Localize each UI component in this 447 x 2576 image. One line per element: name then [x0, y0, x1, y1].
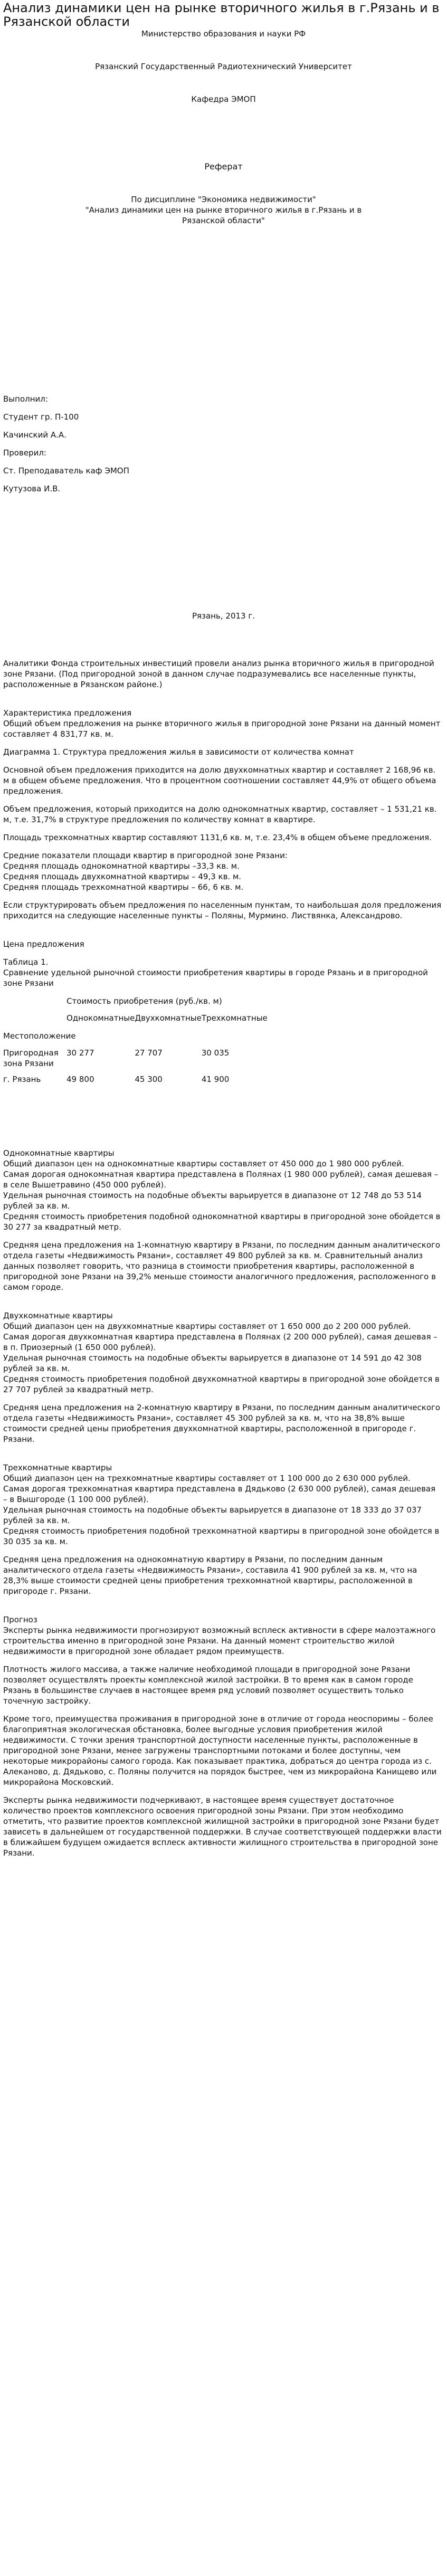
table-row-header [3, 1031, 268, 1041]
two-room-line: Самая дорогая двухкомнатная квартира представлена в Полянах (2 200 000 рублей), самая дешевая – в п. Приозерный (1 650 000 рублей). [3, 1332, 438, 1352]
department-line: Кафедра ЭМОП [191, 94, 256, 104]
three-room-line: Удельная рыночная стоимость на подобные объекты варьируется в диапазоне от 18 333 до 37 037 рублей за кв. м. [3, 1505, 422, 1525]
forecast-paragraph: Кроме того, преимущества проживания в пригородной зоне в отличие от города неоспоримы – более благоприятная экологическая обстановка, более выгодные условия приобретения жилой недвижимости. С точки зрения транспортной доступности населенные пункты, расположенные в пригородной зоне Рязани, менее загружены транспортными потоками и более доступны, чем некоторые микрорайоны самого города. Как показывает практика, добраться до центра города из с. Алеканово, д. Дядьково, с. Поляны получится на порядок быстрее, чем из микрорайона Канищево или микрорайона Московский. [3, 1714, 437, 1787]
diagram-caption: Диаграмма 1. Структура предложения жилья в зависимости от количества комнат [3, 747, 354, 757]
column-header: Двухкомнатные [135, 1013, 202, 1023]
value-cell: 27 707 [135, 1048, 163, 1058]
value-cell: 49 800 [66, 1075, 94, 1084]
table-caption: Сравнение удельной рыночной стоимости приобретения квартиры в городе Рязань и в пригородной зоне Рязани [3, 968, 428, 988]
three-room-line: Средняя стоимость приобретения подобной трехкомнатной квартиры в пригородной зоне обойдется в 30 035 за кв. м. [3, 1526, 440, 1546]
table-label: Таблица 1. [3, 957, 49, 967]
signer-line: Качинский А.А. [3, 430, 66, 440]
title-page [0, 28, 447, 621]
city-year: Рязань, 2013 г. [192, 611, 255, 621]
supply-section [0, 708, 447, 921]
price-table [3, 996, 268, 1085]
one-room-line: Общий диапазон цен на однокомнатные квартиры составляет от 450 000 до 1 980 000 рублей. [3, 1159, 404, 1168]
university-line: Рязанский Государственный Радиотехнический Университет [95, 62, 352, 71]
signer-line: Ст. Преподаватель каф ЭМОП [3, 466, 129, 476]
signer-line: Проверил: [3, 448, 46, 458]
value-cell: 30 035 [201, 1048, 230, 1058]
table-group-header-row [3, 996, 268, 1006]
three-room-heading: Трехкомнатные квартиры [3, 1463, 112, 1472]
average-areas [3, 850, 442, 892]
forecast-section [0, 1614, 447, 1858]
forecast-paragraph: Плотность жилого массива, а также наличие необходимой площади в пригородной зоне Рязани позволяет осуществлять проекты комплексной жилой застройки. В то время как в самом городе Рязань в большинстве случаев в настоящее время ряд условий позволяет осуществить только точечную застройку. [3, 1665, 413, 1706]
ministry-line: Министерство образования и науки РФ [141, 29, 306, 39]
signer-line: Выполнил: [3, 394, 48, 404]
supply-heading: Характеристика предложения [3, 708, 132, 718]
average-line: Средние показатели площади квартир в пригородной зоне Рязани: [3, 851, 288, 860]
one-room-share: Объем предложения, который приходится на долю однокомнатных квартир, составляет – 1 531,21 кв. м, т.е. 31,7% в структуре предложения по количеству комнат в квартире. [3, 804, 437, 824]
one-room-summary: Средняя цена предложения на 1-комнатную квартиру в Рязани, по последним данным аналитического отдела газеты «Недвижимость Рязани», составляет 49 800 рублей за кв. м. Сравнительный анализ данных позволяет говорить, что разница в стоимости приобретения квартиры, расположенной в пригородной зоне Рязани на 39,2% меньше стоимости аналогичного предложения, расположенного в самом городе. [3, 1240, 441, 1292]
two-room-line: Средняя стоимость приобретения подобной двухкомнатной квартиры в пригородной зоне обойдется в 27 707 рублей за квадратный метр. [3, 1374, 440, 1394]
prices-section [0, 939, 447, 988]
two-room-summary: Средняя цена предложения на 2-комнатную квартиру в Рязани, по последним данным аналитического отдела газеты «Недвижимость Рязани», составляет 45 300 рублей за кв. м, что на 38,8% выше стоимости средней цены приобретения двухкомнатной квартиры, расположенной в пригороде г. Рязани. [3, 1403, 441, 1444]
average-line: Средняя площадь трехкомнатной квартиры – 66, 6 кв. м. [3, 882, 244, 892]
two-room-line: Удельная рыночная стоимость на подобные объекты варьируется в диапазоне от 14 591 до 42 308 рублей за кв. м. [3, 1353, 422, 1373]
three-room-section [0, 1462, 447, 1596]
one-room-line: Удельная рыночная стоимость на подобные объекты варьируется в диапазоне от 12 748 до 53 514 рублей за кв. м. [3, 1191, 422, 1211]
table-row [3, 1048, 268, 1069]
three-room-line: Самая дорогая трехкомнатная квартира представлена в Дядьково (2 630 000 рублей), самая дешевая – в Вышгороде (1 100 000 рублей). [3, 1484, 436, 1504]
column-header: Однокомнатные [66, 1013, 135, 1023]
group-header: Стоимость приобретения (руб./кв. м) [66, 996, 222, 1006]
three-room-line: Общий диапазон цен на трехкомнатные квартиры составляет от 1 100 000 до 2 630 000 рублей. [3, 1474, 411, 1483]
two-room-heading: Двухкомнатные квартиры [3, 1311, 113, 1320]
intro-section [0, 658, 447, 690]
place-cell: Пригородная зона Рязани [3, 1048, 59, 1068]
forecast-heading: Прогноз [3, 1615, 37, 1624]
one-room-heading: Однокомнатные квартиры [3, 1148, 115, 1158]
settlements-paragraph: Если структурировать объем предложения по населенным пунктам, то наибольшая доля предложения приходится на следующие населенные пункты – Поляны, Мурмино. Листвянка, Александрово. [3, 900, 442, 920]
signers-block [0, 394, 447, 494]
two-room-section [0, 1310, 447, 1444]
forecast-paragraph: Эксперты рынка недвижимости подчеркивают, в настоящее время существует достаточное количество проектов комплексного освоения пригородной зоны Рязани. При этом необходимо отметить, что развитие проектов комплексной жилищной застройки в пригородной зоне Рязани будет зависеть в дальнейшем от государственной поддержки. В случае соответствующей поддержки власти в ближайшем будущем ожидается всплеск активности жилищного строительства в пригородной зоне Рязани. [3, 1795, 442, 1858]
signer-line: Кутузова И.В. [3, 484, 61, 493]
one-room-line: Самая дорогая однокомнатная квартира представлена в Полянах (1 980 000 рублей), самая дешевая – в селе Вышетравино (450 000 рублей). [3, 1170, 439, 1190]
average-line: Средняя площадь двухкомнатной квартиры – 49,3 кв. м. [3, 872, 242, 881]
intro-paragraph: Аналитики Фонда строительных инвестиций провели анализ рынка вторичного жилья в пригородной зоне Рязани. (Под пригородной зоной в данном случае подразумевались все населенные пункты, расположенные в Рязанском районе.) [3, 659, 434, 689]
supply-total: Общий объем предложения на рынке вторичного жилья в пригородной зоне Рязани на данный момент составляет 4 831,77 кв. м. [3, 719, 441, 739]
three-room-summary: Средняя цена предложения на однокомнатную квартиру в Рязани, по последним данным аналитического отдела газеты «Недвижимость Рязани», составила 41 900 рублей за кв. м, что на 28,3% выше стоимости средней цены приобретения трехкомнатной квартиры, расположенной в пригороде г. Рязани. [3, 1555, 417, 1596]
one-room-section [0, 1148, 447, 1292]
forecast-paragraph: Эксперты рынка недвижимости прогнозируют возможный всплеск активности в сфере малоэтажного строительства именно в пригородной зоне Рязани. На данный момент строительство жилой недвижимости в пригородной зоне обладает рядом преимуществ. [3, 1626, 436, 1656]
value-cell: 30 277 [66, 1048, 94, 1058]
two-room-line: Общий диапазон цен на двухкомнатные квартиры составляет от 1 650 000 до 2 200 000 рублей. [3, 1322, 411, 1331]
discipline-line: По дисциплине "Экономика недвижимости" [131, 195, 316, 204]
prices-heading: Цена предложения [3, 939, 84, 949]
value-cell: 45 300 [135, 1075, 163, 1084]
table-column-header-row [3, 1013, 268, 1023]
work-type: Реферат [204, 161, 243, 172]
document-title: Анализ динамики цен на рынке вторичного жилья в г.Рязань и в Рязанской области [3, 1, 440, 29]
signer-line: Студент гр. П-100 [3, 412, 79, 422]
column-header: Трехкомнатные [201, 1013, 268, 1023]
three-room-share: Площадь трехкомнатных квартир составляют 1131,6 кв. м, т.е. 23,4% в общем объеме предложения. [3, 833, 432, 842]
place-cell: г. Рязань [3, 1075, 41, 1084]
table-row [3, 1074, 268, 1085]
two-room-share: Основной объем предложения приходится на долю двухкомнатных квартир и составляет 2 168,96 кв. м в общем объеме предложения. Что в процентном соотношении составляет 44,9% от общего объема предложения. [3, 765, 436, 796]
one-room-line: Средняя стоимость приобретения подобной однокомнатной квартиры в пригородной зоне обойдется в 30 277 за квадратный метр. [3, 1212, 441, 1232]
value-cell: 41 900 [201, 1075, 230, 1084]
topic-line: "Анализ динамики цен на рынке вторичного жилья в г.Рязань и в Рязанской области" [85, 205, 362, 225]
average-line: Средняя площадь однокомнатной квартиры –33,3 кв. м. [3, 861, 240, 871]
row-header: Местоположение [3, 1031, 76, 1041]
